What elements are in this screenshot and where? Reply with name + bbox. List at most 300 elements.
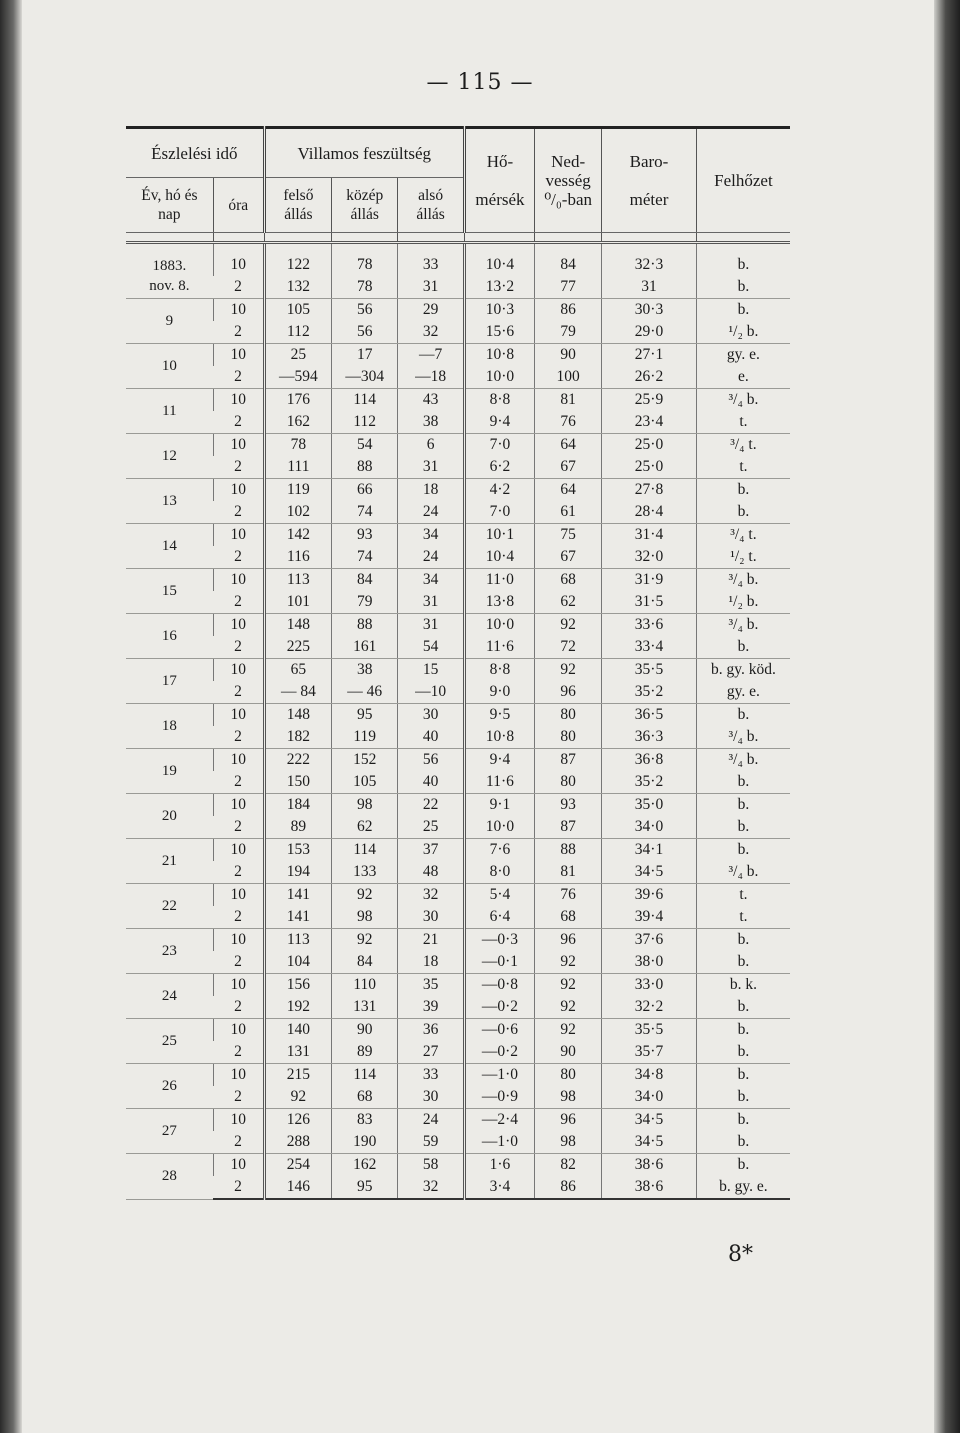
temperature-cell: 10·8	[464, 726, 534, 749]
cloudiness-cell: gy. e.	[696, 681, 790, 704]
middle-cell: 133	[332, 861, 398, 884]
hour-cell: 10	[213, 1109, 264, 1132]
temperature-cell: 10·4	[464, 546, 534, 569]
upper-cell: 141	[264, 906, 331, 929]
middle-cell: 92	[332, 884, 398, 907]
table-row	[126, 546, 790, 569]
table-row	[126, 614, 790, 637]
hour-cell: 10	[213, 434, 264, 457]
cloudiness-cell: ³/₄ b.	[696, 749, 790, 772]
humidity-cell: 96	[535, 1109, 602, 1132]
humidity-cell: 90	[535, 344, 602, 367]
hour-cell: 2	[213, 861, 264, 884]
lower-cell: 30	[398, 906, 464, 929]
barometer-cell: 35·0	[602, 794, 697, 817]
hour-cell: 10	[213, 929, 264, 952]
cloudiness-cell: b.	[696, 816, 790, 839]
cloudiness-cell: b.	[696, 299, 790, 322]
upper-cell: 25	[264, 344, 331, 367]
temperature-cell: 9·4	[464, 749, 534, 772]
humidity-cell: 64	[535, 479, 602, 502]
middle-cell: 88	[332, 456, 398, 479]
humidity-cell: 86	[535, 1176, 602, 1199]
table-row	[126, 704, 790, 727]
table-row	[126, 1086, 790, 1109]
barometer-cell: 27·1	[602, 344, 697, 367]
barometer-cell: 35·7	[602, 1041, 697, 1064]
barometer-cell: 36·3	[602, 726, 697, 749]
upper-cell: 102	[264, 501, 331, 524]
lower-cell: 22	[398, 794, 464, 817]
humidity-cell: 98	[535, 1086, 602, 1109]
barometer-cell: 36·5	[602, 704, 697, 727]
upper-cell: 148	[264, 614, 331, 637]
humidity-cell: 96	[535, 681, 602, 704]
table-row	[126, 1154, 790, 1177]
middle-cell: 95	[332, 704, 398, 727]
middle-cell: 114	[332, 839, 398, 862]
cloudiness-cell: t.	[696, 411, 790, 434]
lower-cell: 43	[398, 389, 464, 412]
table-row	[126, 794, 790, 817]
cloudiness-cell: gy. e.	[696, 344, 790, 367]
table-row	[126, 861, 790, 884]
humidity-cell: 90	[535, 1041, 602, 1064]
cloudiness-cell: ³/₄ b.	[696, 861, 790, 884]
middle-cell: 56	[332, 321, 398, 344]
upper-cell: 111	[264, 456, 331, 479]
table-row	[126, 276, 790, 299]
barometer-cell: 39·4	[602, 906, 697, 929]
hour-cell: 2	[213, 636, 264, 659]
lower-cell: 56	[398, 749, 464, 772]
middle-cell: 105	[332, 771, 398, 794]
lower-cell: 21	[398, 929, 464, 952]
date-cell: 11	[126, 389, 213, 434]
middle-cell: 119	[332, 726, 398, 749]
upper-cell: —594	[264, 366, 331, 389]
temperature-cell: 8·8	[464, 389, 534, 412]
cloudiness-cell: ³/₄ b.	[696, 726, 790, 749]
temperature-cell: 9·4	[464, 411, 534, 434]
temperature-cell: 13·2	[464, 276, 534, 299]
temperature-cell: —0·2	[464, 996, 534, 1019]
upper-cell: 101	[264, 591, 331, 614]
header-barometer: Baro- méter	[602, 128, 697, 233]
hour-cell: 10	[213, 524, 264, 547]
upper-cell: 113	[264, 569, 331, 592]
middle-cell: 162	[332, 1154, 398, 1177]
temperature-cell: —0·8	[464, 974, 534, 997]
header-voltage: Villamos feszültség	[264, 128, 464, 178]
humidity-cell: 92	[535, 659, 602, 682]
humidity-cell: 92	[535, 1019, 602, 1042]
date-cell: 9	[126, 299, 213, 344]
cloudiness-cell: b.	[696, 996, 790, 1019]
barometer-cell: 34·1	[602, 839, 697, 862]
temperature-cell: 10·8	[464, 344, 534, 367]
table-row	[126, 344, 790, 367]
date-cell: 20	[126, 794, 213, 839]
lower-cell: 24	[398, 1109, 464, 1132]
barometer-cell: 34·0	[602, 816, 697, 839]
hour-cell: 10	[213, 389, 264, 412]
temperature-cell: 1·6	[464, 1154, 534, 1177]
cloudiness-cell: ³/₄ t.	[696, 434, 790, 457]
temperature-cell: 10·0	[464, 816, 534, 839]
table-row	[126, 816, 790, 839]
barometer-cell: 32·3	[602, 243, 697, 277]
lower-cell: 24	[398, 546, 464, 569]
hour-cell: 10	[213, 884, 264, 907]
upper-cell: 132	[264, 276, 331, 299]
table-row	[126, 411, 790, 434]
upper-cell: 105	[264, 299, 331, 322]
cloudiness-cell: ¹/₂ t.	[696, 546, 790, 569]
table-row	[126, 996, 790, 1019]
signature-mark: 8*	[728, 1242, 753, 1267]
cloudiness-cell: b. k.	[696, 974, 790, 997]
hour-cell: 10	[213, 1154, 264, 1177]
lower-cell: 59	[398, 1131, 464, 1154]
hour-cell: 2	[213, 816, 264, 839]
cloudiness-cell: t.	[696, 906, 790, 929]
middle-cell: 56	[332, 299, 398, 322]
lower-cell: 31	[398, 614, 464, 637]
cloudiness-cell: b.	[696, 704, 790, 727]
header-temperature: Hő- mérsék	[464, 128, 534, 233]
cloudiness-cell: b. gy. e.	[696, 1176, 790, 1199]
page-number: — 115 —	[426, 70, 534, 95]
upper-cell: 89	[264, 816, 331, 839]
upper-cell: 156	[264, 974, 331, 997]
date-cell: 1883. nov. 8.	[126, 243, 213, 299]
header-lower: alsó állás	[398, 178, 464, 233]
upper-cell: 122	[264, 243, 331, 277]
cloudiness-cell: b.	[696, 636, 790, 659]
lower-cell: 58	[398, 1154, 464, 1177]
upper-cell: 131	[264, 1041, 331, 1064]
hour-cell: 2	[213, 1041, 264, 1064]
date-cell: 22	[126, 884, 213, 929]
temperature-cell: 11·0	[464, 569, 534, 592]
table-row	[126, 839, 790, 862]
date-cell: 19	[126, 749, 213, 794]
barometer-cell: 35·5	[602, 1019, 697, 1042]
temperature-cell: —0·2	[464, 1041, 534, 1064]
humidity-cell: 82	[535, 1154, 602, 1177]
hour-cell: 2	[213, 681, 264, 704]
temperature-cell: 8·8	[464, 659, 534, 682]
barometer-cell: 23·4	[602, 411, 697, 434]
middle-cell: 114	[332, 389, 398, 412]
upper-cell: 104	[264, 951, 331, 974]
table-row	[126, 243, 790, 277]
hour-cell: 2	[213, 1131, 264, 1154]
middle-cell: 112	[332, 411, 398, 434]
barometer-cell: 38·6	[602, 1154, 697, 1177]
hour-cell: 10	[213, 839, 264, 862]
temperature-cell: 10·0	[464, 366, 534, 389]
upper-cell: 225	[264, 636, 331, 659]
temperature-cell: 7·0	[464, 434, 534, 457]
upper-cell: 194	[264, 861, 331, 884]
temperature-cell: 7·6	[464, 839, 534, 862]
temperature-cell: 15·6	[464, 321, 534, 344]
upper-cell: 153	[264, 839, 331, 862]
cloudiness-cell: b.	[696, 276, 790, 299]
hour-cell: 2	[213, 321, 264, 344]
lower-cell: 48	[398, 861, 464, 884]
hour-cell: 2	[213, 456, 264, 479]
barometer-cell: 34·5	[602, 1109, 697, 1132]
table-row	[126, 434, 790, 457]
header-observation-time: Észlelési idő	[126, 128, 264, 178]
barometer-cell: 32·0	[602, 546, 697, 569]
middle-cell: 92	[332, 929, 398, 952]
upper-cell: 222	[264, 749, 331, 772]
middle-cell: 190	[332, 1131, 398, 1154]
temperature-cell: 11·6	[464, 771, 534, 794]
hour-cell: 2	[213, 366, 264, 389]
temperature-cell: 9·0	[464, 681, 534, 704]
header-middle: közép állás	[332, 178, 398, 233]
temperature-cell: 7·0	[464, 501, 534, 524]
table-row	[126, 456, 790, 479]
temperature-cell: —0·1	[464, 951, 534, 974]
middle-cell: 78	[332, 243, 398, 277]
middle-cell: 84	[332, 569, 398, 592]
cloudiness-cell: b.	[696, 1131, 790, 1154]
upper-cell: 176	[264, 389, 331, 412]
barometer-cell: 25·0	[602, 456, 697, 479]
hour-cell: 2	[213, 411, 264, 434]
lower-cell: 40	[398, 771, 464, 794]
hour-cell: 2	[213, 1086, 264, 1109]
temperature-cell: 8·0	[464, 861, 534, 884]
hour-cell: 2	[213, 276, 264, 299]
lower-cell: 33	[398, 243, 464, 277]
cloudiness-cell: b.	[696, 479, 790, 502]
upper-cell: — 84	[264, 681, 331, 704]
barometer-cell: 33·0	[602, 974, 697, 997]
hour-cell: 10	[213, 974, 264, 997]
temperature-cell: —1·0	[464, 1131, 534, 1154]
lower-cell: 30	[398, 704, 464, 727]
hour-cell: 10	[213, 479, 264, 502]
humidity-cell: 72	[535, 636, 602, 659]
table-row	[126, 749, 790, 772]
humidity-cell: 87	[535, 816, 602, 839]
barometer-cell: 35·2	[602, 771, 697, 794]
lower-cell: 6	[398, 434, 464, 457]
humidity-cell: 87	[535, 749, 602, 772]
upper-cell: 192	[264, 996, 331, 1019]
cloudiness-cell: b. gy. köd.	[696, 659, 790, 682]
humidity-cell: 75	[535, 524, 602, 547]
middle-cell: 98	[332, 794, 398, 817]
middle-cell: 88	[332, 614, 398, 637]
humidity-cell: 67	[535, 456, 602, 479]
barometer-cell: 31·5	[602, 591, 697, 614]
temperature-cell: —2·4	[464, 1109, 534, 1132]
lower-cell: —18	[398, 366, 464, 389]
date-cell: 25	[126, 1019, 213, 1064]
lower-cell: 34	[398, 524, 464, 547]
cloudiness-cell: ¹/₂ b.	[696, 591, 790, 614]
lower-cell: 29	[398, 299, 464, 322]
barometer-cell: 25·0	[602, 434, 697, 457]
cloudiness-cell: b.	[696, 1019, 790, 1042]
upper-cell: 113	[264, 929, 331, 952]
upper-cell: 141	[264, 884, 331, 907]
lower-cell: 34	[398, 569, 464, 592]
lower-cell: 37	[398, 839, 464, 862]
table-row	[126, 681, 790, 704]
lower-cell: 40	[398, 726, 464, 749]
barometer-cell: 27·8	[602, 479, 697, 502]
barometer-cell: 31·4	[602, 524, 697, 547]
cloudiness-cell: b.	[696, 1064, 790, 1087]
middle-cell: 62	[332, 816, 398, 839]
barometer-cell: 31·9	[602, 569, 697, 592]
table-row	[126, 1109, 790, 1132]
hour-cell: 10	[213, 299, 264, 322]
temperature-cell: 10·0	[464, 614, 534, 637]
lower-cell: 15	[398, 659, 464, 682]
humidity-cell: 76	[535, 411, 602, 434]
lower-cell: 33	[398, 1064, 464, 1087]
temperature-cell: 5·4	[464, 884, 534, 907]
middle-cell: 68	[332, 1086, 398, 1109]
middle-cell: 38	[332, 659, 398, 682]
temperature-cell: —1·0	[464, 1064, 534, 1087]
upper-cell: 254	[264, 1154, 331, 1177]
table-row	[126, 1176, 790, 1199]
cloudiness-cell: b.	[696, 1154, 790, 1177]
cloudiness-cell: b.	[696, 501, 790, 524]
humidity-cell: 81	[535, 389, 602, 412]
humidity-cell: 100	[535, 366, 602, 389]
humidity-cell: 92	[535, 951, 602, 974]
cloudiness-cell: b.	[696, 771, 790, 794]
lower-cell: 36	[398, 1019, 464, 1042]
cloudiness-cell: e.	[696, 366, 790, 389]
hour-cell: 2	[213, 996, 264, 1019]
middle-cell: 54	[332, 434, 398, 457]
middle-cell: 78	[332, 276, 398, 299]
middle-cell: 152	[332, 749, 398, 772]
table-row	[126, 501, 790, 524]
cloudiness-cell: b.	[696, 929, 790, 952]
hour-cell: 2	[213, 501, 264, 524]
lower-cell: 31	[398, 276, 464, 299]
middle-cell: 84	[332, 951, 398, 974]
barometer-cell: 34·8	[602, 1064, 697, 1087]
upper-cell: 119	[264, 479, 331, 502]
middle-cell: 161	[332, 636, 398, 659]
table-row	[126, 1131, 790, 1154]
middle-cell: 83	[332, 1109, 398, 1132]
middle-cell: 90	[332, 1019, 398, 1042]
hour-cell: 10	[213, 243, 264, 277]
upper-cell: 146	[264, 1176, 331, 1199]
date-cell: 13	[126, 479, 213, 524]
page-binding-right	[934, 0, 960, 1433]
cloudiness-cell: b.	[696, 951, 790, 974]
temperature-cell: 6·4	[464, 906, 534, 929]
hour-cell: 10	[213, 614, 264, 637]
temperature-cell: 3·4	[464, 1176, 534, 1199]
humidity-cell: 79	[535, 321, 602, 344]
lower-cell: 27	[398, 1041, 464, 1064]
hour-cell: 10	[213, 659, 264, 682]
barometer-cell: 34·0	[602, 1086, 697, 1109]
header-upper: felső állás	[264, 178, 331, 233]
barometer-cell: 33·4	[602, 636, 697, 659]
date-cell: 28	[126, 1154, 213, 1200]
table-row	[126, 884, 790, 907]
upper-cell: 140	[264, 1019, 331, 1042]
table-row	[126, 479, 790, 502]
table-row	[126, 1041, 790, 1064]
hour-cell: 10	[213, 794, 264, 817]
hour-cell: 10	[213, 1019, 264, 1042]
middle-cell: 93	[332, 524, 398, 547]
humidity-cell: 92	[535, 996, 602, 1019]
table-row	[126, 366, 790, 389]
humidity-cell: 61	[535, 501, 602, 524]
barometer-cell: 35·5	[602, 659, 697, 682]
cloudiness-cell: ³/₄ t.	[696, 524, 790, 547]
observation-table	[126, 126, 790, 1200]
lower-cell: 32	[398, 1176, 464, 1199]
cloudiness-cell: ³/₄ b.	[696, 614, 790, 637]
barometer-cell: 26·2	[602, 366, 697, 389]
cloudiness-cell: b.	[696, 243, 790, 277]
upper-cell: 116	[264, 546, 331, 569]
table-row	[126, 636, 790, 659]
upper-cell: 215	[264, 1064, 331, 1087]
upper-cell: 112	[264, 321, 331, 344]
barometer-cell: 39·6	[602, 884, 697, 907]
upper-cell: 92	[264, 1086, 331, 1109]
table-row	[126, 1019, 790, 1042]
header-cloudiness: Felhőzet	[696, 128, 790, 233]
cloudiness-cell: b.	[696, 1109, 790, 1132]
upper-cell: 184	[264, 794, 331, 817]
date-cell: 17	[126, 659, 213, 704]
middle-cell: 17	[332, 344, 398, 367]
barometer-cell: 33·6	[602, 614, 697, 637]
date-cell: 27	[126, 1109, 213, 1154]
cloudiness-cell: t.	[696, 456, 790, 479]
humidity-cell: 80	[535, 726, 602, 749]
temperature-cell: 10·1	[464, 524, 534, 547]
humidity-cell: 80	[535, 1064, 602, 1087]
date-cell: 26	[126, 1064, 213, 1109]
table-body	[126, 243, 790, 1200]
humidity-cell: 88	[535, 839, 602, 862]
lower-cell: 32	[398, 321, 464, 344]
table-row	[126, 299, 790, 322]
date-cell: 18	[126, 704, 213, 749]
upper-cell: 288	[264, 1131, 331, 1154]
upper-cell: 162	[264, 411, 331, 434]
barometer-cell: 25·9	[602, 389, 697, 412]
temperature-cell: 9·5	[464, 704, 534, 727]
middle-cell: 110	[332, 974, 398, 997]
